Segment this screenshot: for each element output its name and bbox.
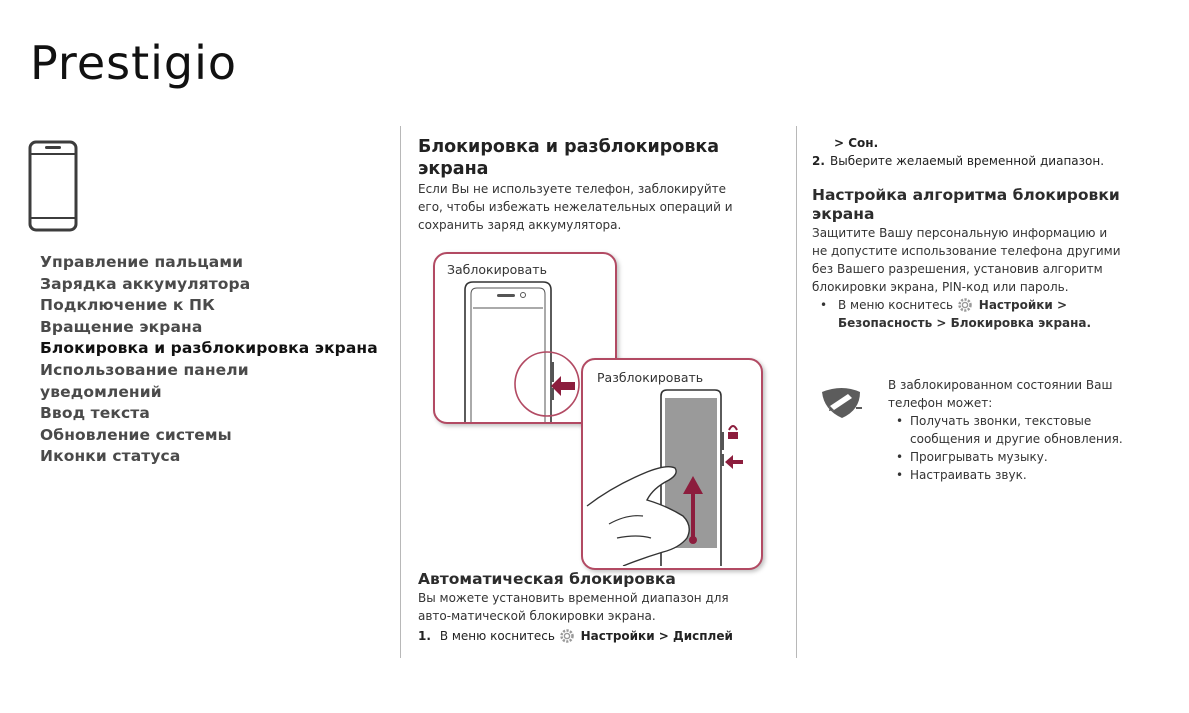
bullet-text: В меню коснитесь [838,298,954,312]
note-bullet-text: Настраивать звук. [910,468,1027,482]
gear-icon [559,628,575,644]
brand-logo: Prestigio [30,36,238,90]
auto-lock-text: Вы можете установить временной диапазон для [418,591,729,605]
pattern-bullet [812,296,1172,332]
column-divider [796,126,797,658]
right-column [812,134,1172,332]
intro-line: сохранить заряд аккумулятора. [418,218,622,232]
note-bullet [888,448,1178,466]
step-cont-text: > Сон. [834,136,879,150]
pattern-text: блокировки экрана, PIN-код или пароль. [812,280,1069,294]
intro-line: Если Вы не используете телефон, заблокируйте [418,182,726,196]
toc-item[interactable]: Управление пальцами [40,253,244,271]
note-bullet-text: Получать звонки, текстовые [910,414,1092,428]
note-bullets [888,412,1178,484]
pattern-text: не допустите использование телефона другими [812,244,1121,258]
note-intro: В заблокированном состоянии Ваш [888,378,1113,392]
step-text: В меню коснитесь [439,629,555,643]
pattern-text: без Вашего разрешения, установив алгоритм [812,262,1103,276]
toc-item[interactable]: Подключение к ПК [40,296,215,315]
pattern-section [812,186,1172,332]
toc-item[interactable]: Обновление системы [40,425,232,444]
toc-item[interactable]: Зарядка аккумулятора [40,274,251,293]
table-of-contents [40,252,390,468]
phone-icon [28,140,78,232]
lock-illustration [433,252,763,570]
toc-item[interactable]: Иконки статуса [40,447,181,466]
toc-item-active[interactable]: Блокировка и разблокировка экрана [40,339,378,358]
step-continuation [834,134,1172,152]
column-divider [400,126,401,658]
bullet-bold: Настройки > [978,298,1068,312]
pattern-title-cont: экрана [812,205,875,223]
auto-lock-step [418,627,788,645]
toc-item[interactable]: Использование панели [40,360,249,379]
lock-section [418,136,773,234]
step-text: Выберите желаемый временной диапазон. [830,154,1105,168]
pattern-title: Настройка алгоритма блокировки [812,186,1120,204]
note-pencil-icon [820,386,864,420]
note-bullet-text: сообщения и другие обновления. [910,432,1123,446]
phone-unlock-drawing [583,388,761,566]
toc-item[interactable]: уведомлений [40,382,162,401]
note-bullet [888,466,1178,484]
bullet-bold: Безопасность > Блокировка экрана. [838,316,1092,330]
note-bullet [888,412,1178,448]
pattern-text: Защитите Вашу персональную информацию и [812,226,1108,240]
note-box [820,376,1172,496]
step-number: 2. [812,154,825,168]
section-title-cont: экрана [418,159,489,179]
auto-lock-step [812,152,1172,170]
auto-lock-text: авто-матической блокировки экрана. [418,609,656,623]
note-intro: телефон может: [888,396,993,410]
toc-item[interactable]: Ввод текста [40,404,150,423]
step-number: 1. [418,629,431,643]
gear-icon [957,297,973,313]
toc-item[interactable]: Вращение экрана [40,317,203,336]
pattern-bullets [812,296,1172,332]
unlock-panel [581,358,763,570]
intro-line: его, чтобы избежать нежелательных операций и [418,200,733,214]
step-bold: Настройки > Дисплей [580,629,733,643]
note-bullet-text: Проигрывать музыку. [910,450,1048,464]
note-text [888,376,1178,484]
auto-lock-section [418,570,788,645]
auto-lock-title: Автоматическая блокировка [418,570,676,588]
section-title: Блокировка и разблокировка [418,137,720,157]
lock-label: Заблокировать [447,262,547,277]
unlock-label: Разблокировать [597,370,704,385]
